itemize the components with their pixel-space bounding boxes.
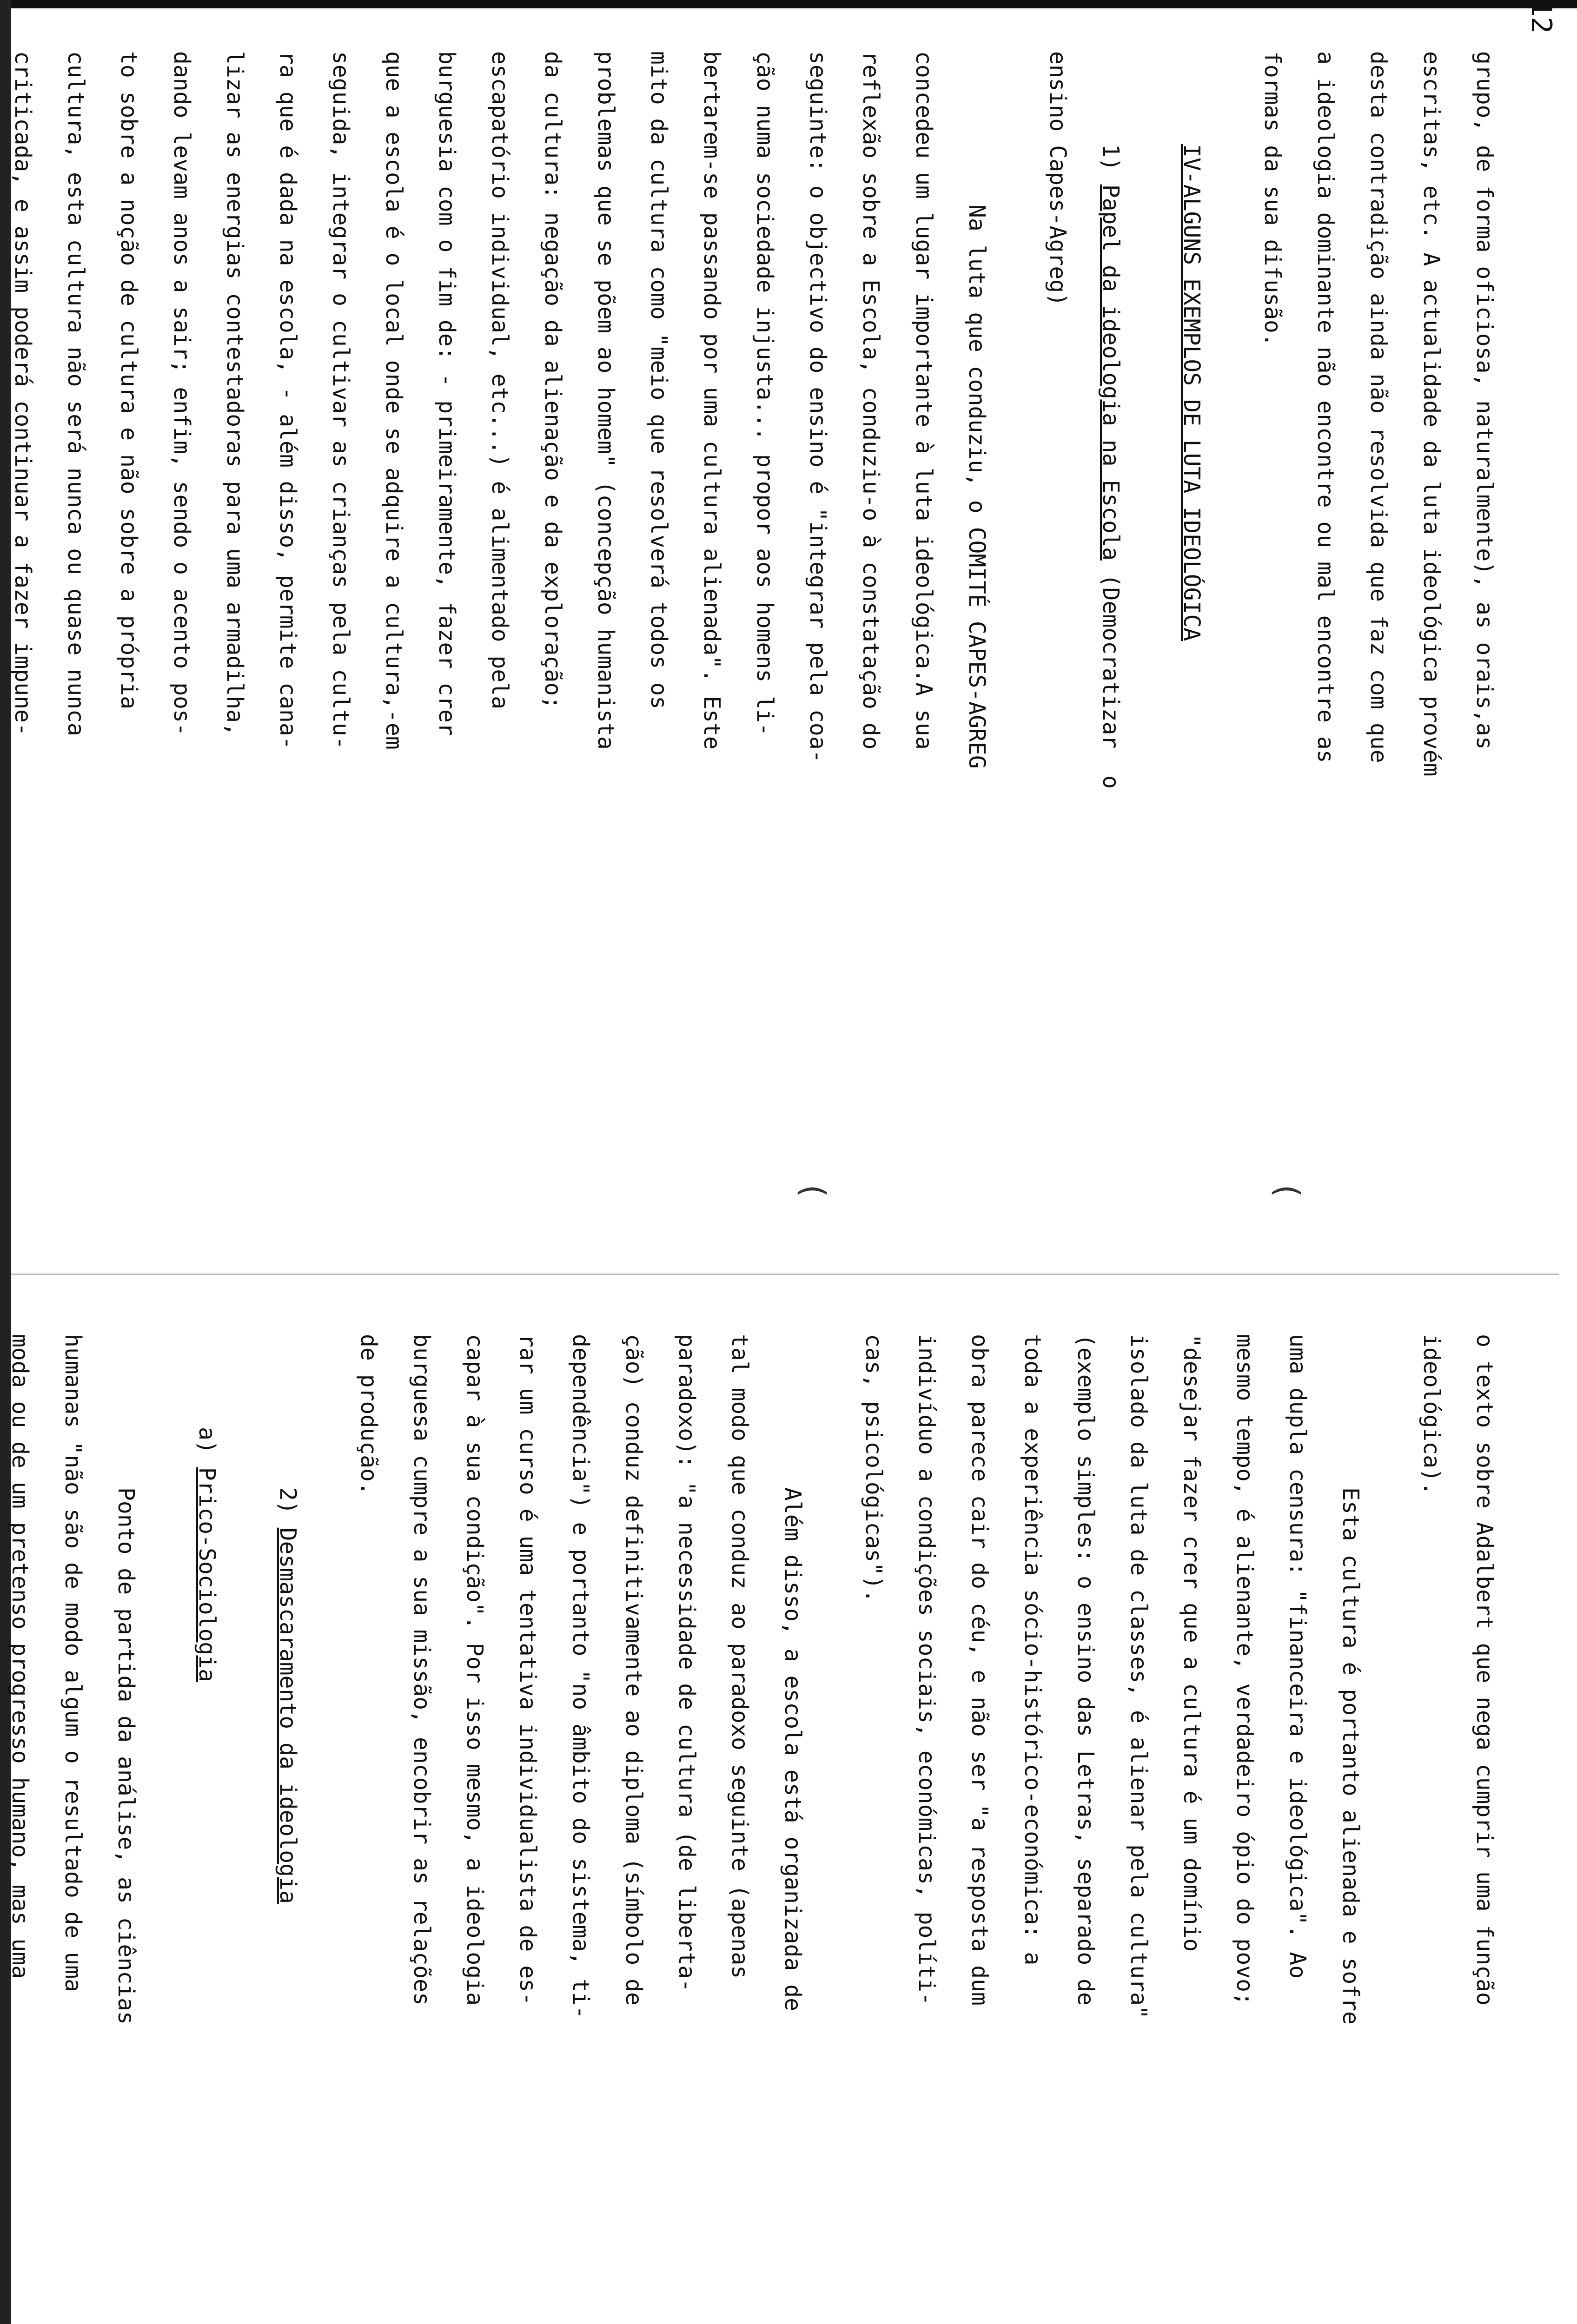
text-line: de produção. — [356, 1334, 382, 1495]
text-line: burguesia com o fim de: - primeiramente, fazer crer — [434, 51, 460, 736]
text-line: ra que é dada na escola, - além disso, permite cana- — [275, 51, 301, 750]
page-12 — [10, 0, 1557, 1232]
subsection-heading: 1) Papel da ideologia na Escola (Democratizar o — [1098, 144, 1124, 789]
text-line: isolado da luta de classes, é alienar pela cultura" — [1126, 1334, 1152, 2019]
text-line: obra parece cair do céu, e não ser "a resposta dum — [967, 1334, 993, 2006]
text-line: lizar as energias contestadoras para uma armadilha, — [222, 51, 248, 736]
text-line: humanas "não são de modo algum o resultado de uma — [60, 1334, 86, 1993]
page-number: 12 — [1525, 0, 1557, 34]
text-line: reflexão sobre a Escola, conduziu-o à constatação do — [858, 51, 884, 750]
text-line: mito da cultura como "meio que resolverá todos os — [646, 51, 672, 710]
text-line: seguinte: o objectivo do ensino é "integrar pela coa- — [805, 51, 831, 763]
text-line: dando levam anos a sair; enfim, sendo o acento pos- — [169, 51, 195, 736]
text-line: paradoxo): "a necessidade de cultura (de liberta- — [674, 1334, 700, 1993]
text-line: dependência") e portanto "no âmbito do sistema, ti- — [568, 1334, 594, 2019]
text-line: tal modo que conduz ao paradoxo seguinte (apenas — [727, 1334, 753, 1979]
text-line: rar um curso é uma tentativa individualista de es- — [515, 1334, 541, 2006]
hole-punch-mark: ( — [794, 1181, 832, 1201]
text-line: problemas que se põem ao homem" (concepção humanista — [593, 51, 619, 750]
text-line: capar à sua condição". Por isso mesmo, a ideologia — [462, 1334, 488, 2006]
text-line: Além disso, a escola está organizada de — [780, 1487, 806, 2012]
text-line: concedeu um lugar importante à luta ideológica.A sua — [911, 51, 937, 750]
page-body — [0, 51, 1511, 1213]
text-line: ção) conduz definitivamente ao diploma (símbolo de — [621, 1334, 647, 2006]
section-heading: IV-ALGUNS EXEMPLOS DE LUTA IDEOLÓGICA — [1179, 144, 1205, 641]
text-line: cultura, esta cultura não será nunca ou quase nunca — [63, 51, 89, 736]
text-line: criticada, e assim poderá continuar a fazer impune- — [10, 51, 36, 736]
text-line: indivíduo a condições sociais, económicas, políti- — [914, 1334, 940, 2006]
text-line: que a escola é o local onde se adquire a cultura,-em — [381, 51, 407, 750]
text-line: (exemplo simples: o ensino das Letras, separado de — [1073, 1334, 1099, 2006]
subsection-heading-cont: ensino Capes-Agreg) — [1045, 51, 1071, 307]
text-line: da cultura: negação da alienação e da exploração; — [540, 51, 566, 710]
text-line: uma dupla censura: "financeira e ideológica". Ao — [1285, 1334, 1311, 1979]
text-line: seguida, integrar o cultivar as crianças pela cultu- — [328, 51, 354, 750]
text-line: "desejar fazer crer que a cultura é um domínio — [1179, 1334, 1205, 1952]
section-heading: 2) Desmascaramento da ideologia — [275, 1487, 301, 1904]
text-line: escapatório individual, etc...) é alimentado pela — [487, 51, 513, 710]
text-line: toda a experiência sócio-histórico-económica: a — [1020, 1334, 1046, 1966]
text-line: o texto sobre Adalbert que nega cumprir uma função — [1471, 1334, 1497, 2006]
subsection-heading: a) Prico-Sociologia — [194, 1427, 220, 1683]
page-fold-line — [11, 1274, 1559, 1275]
text-line: ideológica). — [1418, 1334, 1444, 1495]
text-line: escritas, etc. A actualidade da luta ideológica provém — [1418, 51, 1444, 777]
text-line: grupo, de forma oficiosa, naturalmente), as orais,as — [1471, 51, 1497, 750]
text-line: bertarem-se passando por uma cultura alienada". Este — [699, 51, 725, 750]
text-line: Esta cultura é portanto alienada e sofre — [1338, 1487, 1364, 2025]
text-line: Ponto de partida da análise, as ciências — [113, 1487, 139, 2025]
text-line: formas da sua difusão. — [1259, 51, 1285, 347]
text-line: Na luta que conduziu, o COMITÉ CAPES-AGREG — [964, 205, 990, 769]
text-line: desta contradição ainda não resolvida que faz com que — [1365, 51, 1391, 763]
text-line: to sobre a noção de cultura e não sobre a própria — [116, 51, 142, 710]
hole-punch-mark: ( — [1268, 1181, 1306, 1201]
text-line: burguesa cumpre a sua missão, encobrir as relações — [409, 1334, 435, 2006]
page-13 — [7, 1283, 1557, 2324]
page-body — [0, 1334, 1511, 2324]
text-line: mesmo tempo, é alienante, verdadeiro ópio do povo; — [1232, 1334, 1258, 2006]
text-line: ção numa sociedade injusta... propor aos homens li- — [752, 51, 778, 736]
text-line: moda ou de um pretenso progresso humano, mas uma — [7, 1334, 33, 1979]
text-line: a ideologia dominante não encontre ou mal encontre as — [1312, 51, 1338, 763]
text-line: cas, psicológicas"). — [861, 1334, 887, 1603]
